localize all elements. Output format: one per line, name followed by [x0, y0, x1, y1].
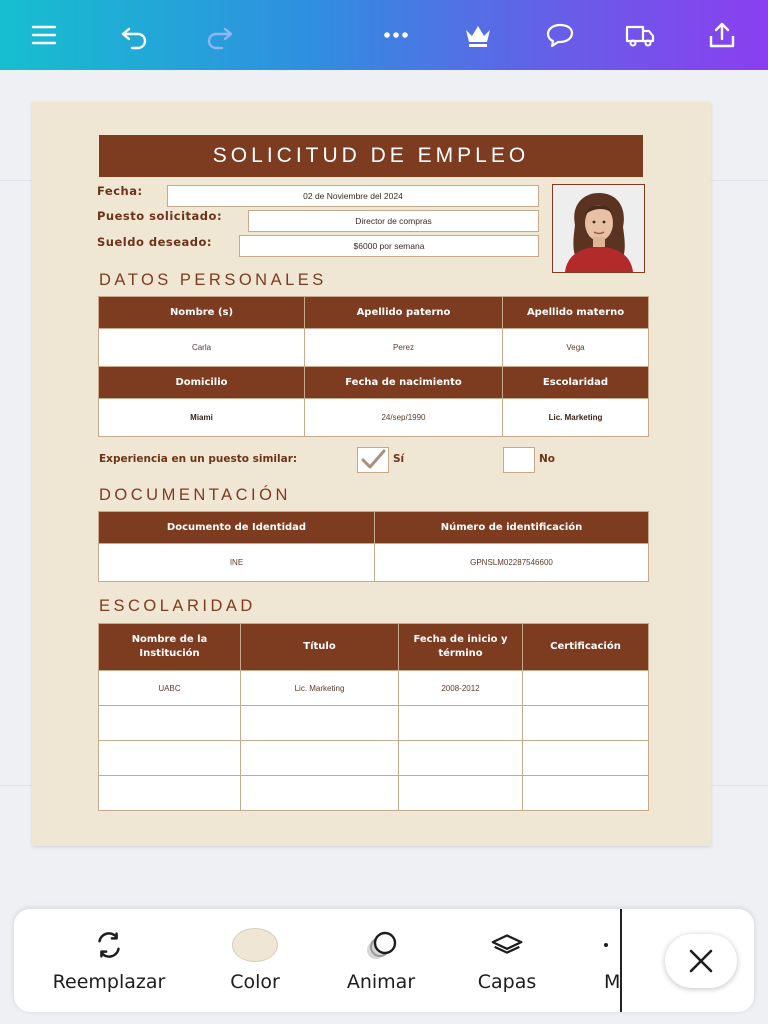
apellido-paterno-cell[interactable]: Perez — [305, 329, 503, 367]
replace-icon — [90, 925, 128, 965]
table-cell[interactable] — [399, 776, 523, 811]
table-row — [99, 776, 649, 811]
replace-button[interactable] — [34, 909, 184, 1012]
escolaridad-header: Escolaridad — [503, 367, 649, 399]
toolbar-divider — [620, 909, 622, 1012]
table-cell[interactable]: Lic. Marketing — [241, 671, 399, 706]
sueldo-label: Sueldo deseado: — [97, 235, 213, 249]
comment-icon[interactable] — [542, 17, 578, 53]
redo-icon[interactable] — [202, 17, 238, 53]
domicilio-cell[interactable]: Miami — [99, 399, 305, 437]
table-cell[interactable] — [523, 706, 649, 741]
check-icon — [358, 448, 388, 472]
puesto-label: Puesto solicitado: — [97, 209, 223, 223]
layers-icon — [488, 925, 526, 965]
apellido-paterno-header: Apellido paterno — [305, 297, 503, 329]
animate-button[interactable] — [326, 909, 436, 1012]
document-title[interactable]: SOLICITUD DE EMPLEO — [99, 135, 643, 177]
layers-button[interactable] — [452, 909, 562, 1012]
escolaridad-table — [98, 623, 649, 811]
table-cell[interactable] — [523, 671, 649, 706]
table-cell[interactable] — [241, 706, 399, 741]
fecha-nacimiento-cell[interactable]: 24/sep/1990 — [305, 399, 503, 437]
table-cell[interactable] — [99, 741, 241, 776]
titulo-header: Título — [241, 624, 399, 671]
share-icon[interactable] — [704, 17, 740, 53]
color-swatch-icon — [232, 925, 278, 965]
experiencia-label: Experiencia en un puesto similar: — [99, 453, 298, 465]
color-swatch — [232, 928, 278, 962]
documentacion-table — [98, 511, 649, 582]
numero-identificacion-header: Número de identificación — [375, 512, 649, 544]
close-button[interactable] — [665, 934, 737, 988]
more-icon[interactable] — [378, 17, 414, 53]
crown-icon[interactable] — [460, 17, 496, 53]
table-cell[interactable]: 2008-2012 — [399, 671, 523, 706]
documento-identidad-cell[interactable]: INE — [99, 544, 375, 582]
layers-label: Capas — [477, 971, 537, 993]
datos-personales-table — [98, 296, 649, 437]
undo-icon[interactable] — [116, 17, 152, 53]
table-cell[interactable] — [523, 741, 649, 776]
puesto-field[interactable]: Director de compras — [248, 210, 539, 232]
no-label: No — [539, 453, 556, 465]
more-tool-label: M — [604, 971, 621, 993]
documentacion-heading: DOCUMENTACIÓN — [99, 486, 291, 504]
certificacion-header: Certificación — [523, 624, 649, 671]
apellido-materno-cell[interactable]: Vega — [503, 329, 649, 367]
no-checkbox[interactable] — [503, 447, 535, 473]
truck-icon[interactable] — [622, 17, 658, 53]
fecha-label: Fecha: — [97, 184, 143, 198]
menu-icon[interactable] — [26, 17, 62, 53]
table-row — [99, 671, 649, 706]
animate-icon — [361, 925, 401, 965]
table-cell[interactable] — [399, 706, 523, 741]
si-checkbox[interactable] — [357, 447, 389, 473]
top-toolbar — [0, 0, 768, 70]
table-cell[interactable] — [241, 776, 399, 811]
fecha-field[interactable]: 02 de Noviembre del 2024 — [167, 185, 539, 207]
escolaridad-cell[interactable]: Lic. Marketing — [503, 399, 649, 437]
documento-identidad-header: Documento de Identidad — [99, 512, 375, 544]
institucion-header: Nombre de la Institución — [99, 624, 241, 671]
table-cell[interactable] — [99, 776, 241, 811]
escolaridad-heading: ESCOLARIDAD — [99, 597, 256, 615]
fecha-nacimiento-header: Fecha de nacimiento — [305, 367, 503, 399]
table-cell[interactable] — [399, 741, 523, 776]
table-cell[interactable] — [241, 741, 399, 776]
fecha-inicio-header: Fecha de inicio y término — [399, 624, 523, 671]
si-label: Sí — [393, 453, 405, 465]
more-tool-icon — [604, 925, 608, 965]
color-button[interactable] — [200, 909, 310, 1012]
numero-identificacion-cell[interactable]: GPNSLM02287546600 — [375, 544, 649, 582]
applicant-photo[interactable] — [552, 184, 645, 273]
domicilio-header: Domicilio — [99, 367, 305, 399]
color-label: Color — [230, 971, 280, 993]
sueldo-field[interactable]: $6000 por semana — [239, 235, 539, 257]
table-cell[interactable]: UABC — [99, 671, 241, 706]
close-icon — [686, 946, 716, 976]
table-row — [99, 706, 649, 741]
table-row — [99, 741, 649, 776]
replace-label: Reemplazar — [52, 971, 166, 993]
table-cell[interactable] — [99, 706, 241, 741]
bottom-toolbar — [14, 909, 754, 1012]
nombre-header: Nombre (s) — [99, 297, 305, 329]
animate-label: Animar — [346, 971, 416, 993]
apellido-materno-header: Apellido materno — [503, 297, 649, 329]
nombre-cell[interactable]: Carla — [99, 329, 305, 367]
table-cell[interactable] — [523, 776, 649, 811]
datos-personales-heading: DATOS PERSONALES — [99, 271, 327, 289]
